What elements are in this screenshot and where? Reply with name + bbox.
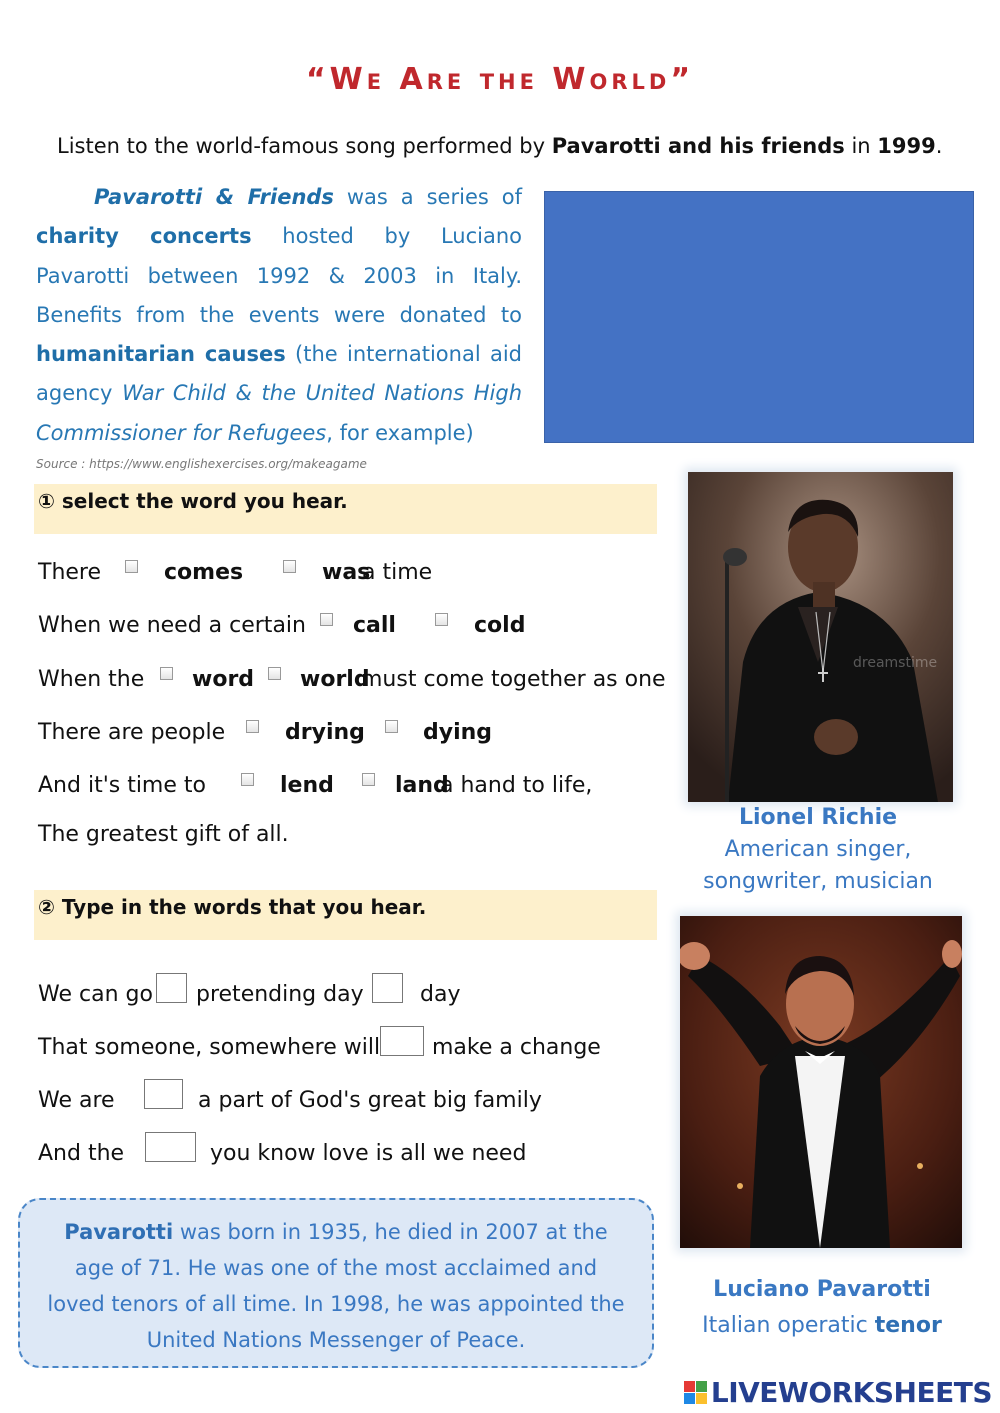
- fill3-text-b: a part of God's great big family: [198, 1088, 542, 1113]
- richie-line2: American singer,: [724, 837, 912, 862]
- checkbox-was[interactable]: [283, 560, 296, 573]
- line-6: The greatest gift of all.: [38, 822, 289, 847]
- line-4: [0, 720, 680, 752]
- intro-mid: in: [844, 134, 878, 158]
- para-charity: charity concerts: [36, 224, 252, 249]
- video-player[interactable]: [544, 191, 974, 443]
- para-causes: humanitarian causes: [36, 342, 286, 367]
- fill-line-2: [0, 1026, 680, 1062]
- richie-name: Lionel Richie: [738, 805, 898, 830]
- intro-performers: Pavarotti and his friends: [551, 134, 845, 158]
- option-word: word: [192, 667, 255, 692]
- para-text-4: , for example): [326, 420, 474, 445]
- option-world: world: [300, 667, 370, 692]
- fact-text: was born in 1935, he died in 2007 at the age of 71. He was one of the most acclaimed and loved tenors of all time. In 1998, he was appointed the United Nations Messenger of Peace.: [47, 1220, 625, 1352]
- liveworksheets-logo-text: LIVEWORKSHEETS: [710, 1376, 992, 1409]
- option-lend: lend: [280, 773, 334, 798]
- liveworksheets-logo-icon: [684, 1381, 707, 1404]
- fact-name: Pavarotti: [64, 1220, 174, 1244]
- option-comes: comes: [164, 560, 244, 585]
- line-3: [0, 667, 680, 699]
- pavarotti-desc-line: [690, 1308, 954, 1344]
- checkbox-lend[interactable]: [241, 773, 254, 786]
- checkbox-comes[interactable]: [125, 560, 138, 573]
- worksheet-title: “We Are the World”: [305, 62, 695, 97]
- line1-text: There: [38, 560, 102, 585]
- checkbox-drying[interactable]: [246, 720, 259, 733]
- intro-suffix: .: [935, 134, 943, 158]
- checkbox-dying[interactable]: [385, 720, 398, 733]
- liveworksheets-logo[interactable]: [684, 1376, 992, 1409]
- para-agencies: War Child & the United Nations High Commissioner for Refugees: [36, 381, 522, 445]
- fill2-text-b: make a change: [432, 1035, 601, 1060]
- info-paragraph: [36, 178, 522, 453]
- checkbox-world[interactable]: [268, 667, 281, 680]
- blank-3[interactable]: [380, 1026, 424, 1056]
- line3-text: When the: [38, 667, 145, 692]
- intro-sentence: [57, 134, 942, 158]
- pavarotti-name: Luciano Pavarotti: [713, 1277, 931, 1302]
- line5-text: And it's time to: [38, 773, 206, 798]
- blank-5[interactable]: [145, 1132, 196, 1162]
- pavarotti-caption: [690, 1272, 954, 1344]
- option-drying: drying: [285, 720, 365, 745]
- fill1-text-b: pretending day: [196, 982, 364, 1007]
- pavarotti-tenor: tenor: [874, 1313, 942, 1338]
- line-5: [0, 773, 680, 805]
- fill2-text-a: That someone, somewhere will: [38, 1035, 381, 1060]
- option-land: land: [395, 773, 449, 798]
- checkbox-word[interactable]: [160, 667, 173, 680]
- pavarotti-desc: Italian operatic: [702, 1313, 875, 1338]
- fill4-text-b: you know love is all we need: [210, 1141, 527, 1166]
- option-call: call: [353, 613, 396, 638]
- para-text-1: was a series of: [333, 185, 522, 209]
- luciano-pavarotti-photo: [680, 916, 962, 1248]
- line2-text: When we need a certain: [38, 613, 306, 638]
- para-text-2: hosted by Luciano Pavarotti between 1992 & 2003 in Italy. Benefits from the events were donated to: [36, 224, 522, 327]
- blank-4[interactable]: [144, 1079, 183, 1109]
- checkbox-land[interactable]: [362, 773, 375, 786]
- line1-post: a time: [362, 560, 433, 585]
- checkbox-cold[interactable]: [435, 613, 448, 626]
- option-was: was: [322, 560, 371, 585]
- line-2: [0, 613, 680, 645]
- fill4-text-a: And the: [38, 1141, 125, 1166]
- line5-post: a hand to life,: [440, 773, 593, 798]
- fill-line-4: [0, 1132, 680, 1168]
- source-note: Source : https://www.englishexercises.org/makeagame: [36, 457, 367, 471]
- richie-line3: songwriter, musician: [703, 869, 933, 894]
- option-dying: dying: [423, 720, 493, 745]
- intro-year: 1999: [877, 134, 936, 158]
- fill-line-3: [0, 1079, 680, 1115]
- pavarotti-fact-box: [18, 1198, 654, 1368]
- fill-line-1: [0, 973, 680, 1009]
- fill1-text-a: We can go: [38, 982, 153, 1007]
- para-text-3: (the international aid agency: [36, 342, 522, 406]
- checkbox-call[interactable]: [320, 613, 333, 626]
- blank-1[interactable]: [156, 973, 187, 1003]
- richie-caption: [688, 802, 948, 898]
- dreamstime-watermark: dreamstime: [853, 655, 938, 671]
- intro-prefix: Listen to the world-famous song performed by: [57, 134, 552, 158]
- line3-post: must come together as one: [361, 667, 666, 692]
- fill1-text-c: day: [420, 982, 461, 1007]
- blank-2[interactable]: [372, 973, 403, 1003]
- section2-heading: ② Type in the words that you hear.: [38, 895, 427, 919]
- option-cold: cold: [474, 613, 526, 638]
- lionel-richie-photo: [688, 472, 953, 802]
- para-event: Pavarotti & Friends: [94, 185, 334, 209]
- line-1: [0, 560, 680, 592]
- section1-heading: ① select the word you hear.: [38, 489, 348, 513]
- line4-text: There are people: [38, 720, 226, 745]
- fill3-text-a: We are: [38, 1088, 115, 1113]
